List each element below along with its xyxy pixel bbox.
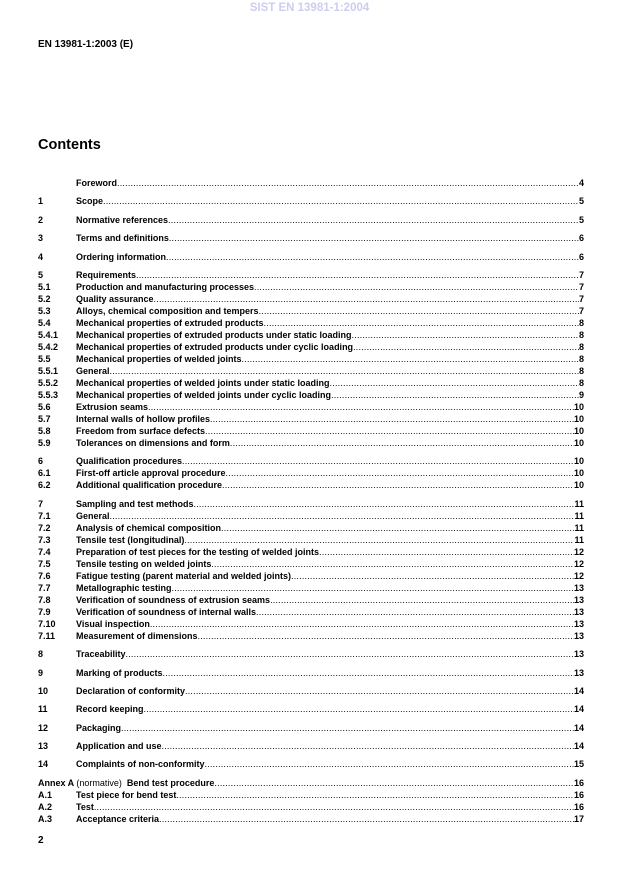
toc-entry-title: Verification of soundness of internal walls xyxy=(76,606,257,617)
toc-entry-title: Visual inspection xyxy=(76,618,150,629)
toc-entry[interactable] xyxy=(38,281,584,293)
toc-entry-number: 7.4 xyxy=(38,546,51,557)
annex-label: Annex A xyxy=(38,777,74,788)
toc-entry[interactable] xyxy=(38,251,584,263)
toc-entry-title: Analysis of chemical composition xyxy=(76,522,222,533)
toc-entry-title: Tolerances on dimensions and form xyxy=(76,437,230,448)
toc-entry-page: 8 xyxy=(578,365,584,376)
toc-entry-number: 6.1 xyxy=(38,468,51,479)
dot-leader xyxy=(198,630,574,642)
toc-entry-number: 6 xyxy=(38,456,44,467)
toc-entry-number: 6.2 xyxy=(38,480,51,491)
toc-entry-title: Mechanical properties of extruded products xyxy=(76,317,264,328)
toc-entry-page: 15 xyxy=(573,759,584,770)
toc-entry-page: 4 xyxy=(578,178,584,188)
toc-entry-title: Qualification procedures xyxy=(76,456,183,467)
toc-entry-page: 8 xyxy=(578,341,584,352)
toc-entry-page: 17 xyxy=(573,813,584,824)
dot-leader xyxy=(256,606,574,618)
toc-group xyxy=(38,777,584,825)
dot-leader xyxy=(264,317,579,329)
annex-title: Bend test procedure xyxy=(126,777,215,788)
toc-entry-page: 5 xyxy=(578,214,584,225)
toc-entry-number: 9 xyxy=(38,667,44,678)
toc-entry[interactable] xyxy=(38,534,584,546)
toc-entry-number: 5.5 xyxy=(38,353,51,364)
toc-entry-page: 13 xyxy=(573,618,584,629)
toc-entry-page: 16 xyxy=(573,777,584,788)
toc-entry-page: 8 xyxy=(578,329,584,340)
dot-leader xyxy=(194,498,575,510)
toc-entry-number: 5.6 xyxy=(38,401,51,412)
toc-entry[interactable] xyxy=(38,510,584,522)
toc-entry-page: 7 xyxy=(578,269,584,280)
toc-entry[interactable] xyxy=(38,365,584,377)
toc-entry-page: 6 xyxy=(578,251,584,262)
toc-entry[interactable] xyxy=(38,329,584,341)
dot-leader xyxy=(210,413,574,425)
toc-entry-number: 5.9 xyxy=(38,437,51,448)
toc-entry-number: 7.7 xyxy=(38,582,51,593)
toc-entry-number: 7.8 xyxy=(38,594,51,605)
toc-entry-number: 8 xyxy=(38,649,44,660)
toc-entry-title: Application and use xyxy=(76,741,162,752)
dot-leader xyxy=(121,722,574,734)
toc-entry-title: Record keeping xyxy=(76,704,144,715)
dot-leader xyxy=(162,740,574,752)
toc-entry-page: 6 xyxy=(578,233,584,244)
toc-entry[interactable] xyxy=(38,269,584,281)
dot-leader xyxy=(205,425,574,437)
toc-group xyxy=(38,498,584,642)
page-number: 2 xyxy=(38,835,44,846)
toc-entry-title: Ordering information xyxy=(76,251,166,262)
toc-entry[interactable] xyxy=(38,437,584,449)
toc-entry-number: 7 xyxy=(38,498,44,509)
toc-entry[interactable] xyxy=(38,177,584,189)
toc-entry[interactable] xyxy=(38,685,584,697)
toc-entry[interactable] xyxy=(38,195,584,207)
toc-entry[interactable] xyxy=(38,801,584,813)
dot-leader xyxy=(319,546,574,558)
toc-entry[interactable] xyxy=(38,377,584,389)
toc-entry[interactable] xyxy=(38,648,584,660)
toc-entry-page: 9 xyxy=(578,389,584,400)
toc-group xyxy=(38,269,584,449)
dot-leader xyxy=(270,594,574,606)
toc-group xyxy=(38,177,584,189)
toc-entry-page: 7 xyxy=(578,293,584,304)
toc-entry-title: Mechanical properties of extruded products under static loading xyxy=(76,329,352,340)
toc-entry[interactable] xyxy=(38,214,584,226)
toc-entry[interactable] xyxy=(38,467,584,479)
toc-entry-number: 1 xyxy=(38,196,44,207)
toc-entry-title: General xyxy=(76,510,110,521)
toc-entry-title: Acceptance criteria xyxy=(76,813,160,824)
toc-entry-title: First-off article approval procedure xyxy=(76,468,226,479)
toc-entry-page: 16 xyxy=(573,789,584,800)
toc-entry-number: 5.4.2 xyxy=(38,341,59,352)
toc-entry-number: 5.4 xyxy=(38,317,51,328)
toc-entry[interactable] xyxy=(38,758,584,770)
toc-entry-number: 5.7 xyxy=(38,413,51,424)
toc-entry-title: Declaration of conformity xyxy=(76,685,186,696)
toc-entry-title: Internal walls of hollow profiles xyxy=(76,413,211,424)
toc-entry-number: 5.5.2 xyxy=(38,377,59,388)
toc-entry-number: 5.3 xyxy=(38,305,51,316)
toc-entry-page: 14 xyxy=(573,741,584,752)
toc-entry-number: 5.2 xyxy=(38,293,51,304)
toc-entry[interactable] xyxy=(38,777,584,789)
toc-entry[interactable] xyxy=(38,558,584,570)
toc-entry-number: 10 xyxy=(38,685,49,696)
toc-entry-title: Complaints of non-conformity xyxy=(76,759,205,770)
toc-entry-page: 11 xyxy=(574,534,584,545)
dot-leader xyxy=(163,667,574,679)
toc-entry-title xyxy=(38,777,214,789)
toc-group xyxy=(38,685,584,697)
toc-entry[interactable] xyxy=(38,522,584,534)
dot-leader xyxy=(117,177,579,189)
toc-entry-title: Mechanical properties of extruded products under cyclic loading xyxy=(76,341,354,352)
toc-entry-number xyxy=(38,177,76,189)
document-header: EN 13981-1:2003 (E) xyxy=(38,39,134,50)
toc-entry-number: 7.11 xyxy=(38,630,56,641)
toc-entry-number: 13 xyxy=(38,741,49,752)
toc-entry-title: Extrusion seams xyxy=(76,401,149,412)
toc-entry[interactable] xyxy=(38,703,584,715)
toc-entry-page: 7 xyxy=(578,281,584,292)
toc-entry-page: 16 xyxy=(573,801,584,812)
toc-entry-title: Requirements xyxy=(76,269,137,280)
toc-entry-title: Measurement of dimensions xyxy=(76,630,198,641)
toc-entry-title: Additional qualification procedure xyxy=(76,480,223,491)
page-title: Contents xyxy=(38,137,101,153)
toc-entry-title: Test piece for bend test xyxy=(76,789,177,800)
dot-leader xyxy=(168,214,579,226)
dot-leader xyxy=(330,377,579,389)
watermark: SIST EN 13981-1:2004 xyxy=(249,2,370,14)
toc-entry-page: 10 xyxy=(573,480,584,491)
toc-entry-number: A.3 xyxy=(38,813,53,824)
dot-leader xyxy=(291,570,574,582)
toc-entry[interactable] xyxy=(38,389,584,401)
toc-entry[interactable] xyxy=(38,630,584,642)
toc-entry-title: Marking of products xyxy=(76,667,163,678)
toc-entry-page: 12 xyxy=(573,570,584,581)
toc-entry-number: 5 xyxy=(38,269,44,280)
toc-entry-title: Preparation of test pieces for the testing of welded joints xyxy=(76,546,320,557)
toc-entry-number: 4 xyxy=(38,251,44,262)
dot-leader xyxy=(226,467,574,479)
dot-leader xyxy=(184,534,574,546)
toc-entry-number: A.2 xyxy=(38,801,53,812)
dot-leader xyxy=(150,618,574,630)
dot-leader xyxy=(353,341,579,353)
toc-entry[interactable] xyxy=(38,618,584,630)
dot-leader xyxy=(159,813,574,825)
toc-entry-number: 3 xyxy=(38,233,44,244)
dot-leader xyxy=(185,685,574,697)
toc-entry-title: Foreword xyxy=(76,178,118,188)
toc-entry-title: Production and manufacturing processes xyxy=(76,281,255,292)
toc-entry-number: 5.8 xyxy=(38,425,51,436)
dot-leader xyxy=(103,195,579,207)
toc-entry-page: 13 xyxy=(573,649,584,660)
toc-entry-page: 11 xyxy=(574,498,584,509)
toc-group xyxy=(38,703,584,715)
toc-entry-page: 13 xyxy=(573,606,584,617)
dot-leader xyxy=(154,293,579,305)
toc-entry[interactable] xyxy=(38,606,584,618)
toc-entry-page: 10 xyxy=(573,437,584,448)
toc-entry-page: 11 xyxy=(574,510,584,521)
dot-leader xyxy=(169,232,579,244)
toc-entry-title: Scope xyxy=(76,196,104,207)
toc-entry-title: Alloys, chemical composition and tempers xyxy=(76,305,259,316)
toc-group xyxy=(38,722,584,734)
dot-leader xyxy=(176,789,574,801)
toc-entry-page: 12 xyxy=(573,558,584,569)
dot-leader xyxy=(331,389,579,401)
dot-leader xyxy=(144,703,574,715)
toc-entry-page: 13 xyxy=(573,594,584,605)
toc-entry-number: 7.10 xyxy=(38,618,56,629)
toc-entry[interactable] xyxy=(38,425,584,437)
toc-entry-title: Freedom from surface defects xyxy=(76,425,206,436)
dot-leader xyxy=(221,522,574,534)
toc-entry-number: 2 xyxy=(38,214,44,225)
toc-entry-number: 14 xyxy=(38,759,49,770)
toc-entry-number: 12 xyxy=(38,722,49,733)
toc-group xyxy=(38,648,584,660)
toc-entry[interactable] xyxy=(38,305,584,317)
toc-entry[interactable] xyxy=(38,546,584,558)
dot-leader xyxy=(230,437,574,449)
dot-leader xyxy=(352,329,579,341)
toc-entry-number: 5.1 xyxy=(38,281,51,292)
toc-entry-number: 7.3 xyxy=(38,534,51,545)
toc-entry-number: 5.5.3 xyxy=(38,389,59,400)
dot-leader xyxy=(254,281,579,293)
toc-entry-page: 12 xyxy=(573,546,584,557)
dot-leader xyxy=(214,777,574,789)
toc-entry-title: Test xyxy=(76,801,94,812)
dot-leader xyxy=(205,758,574,770)
toc-entry-title: Fatigue testing (parent material and welded joints) xyxy=(76,570,292,581)
toc-entry-title: Tensile testing on welded joints xyxy=(76,558,212,569)
toc-entry-number: 11 xyxy=(38,704,48,715)
toc-entry[interactable] xyxy=(38,813,584,825)
table-of-contents xyxy=(38,177,584,831)
dot-leader xyxy=(94,801,574,813)
dot-leader xyxy=(126,648,574,660)
toc-entry-page: 8 xyxy=(578,353,584,364)
toc-entry[interactable] xyxy=(38,353,584,365)
toc-entry-number: 7.5 xyxy=(38,558,51,569)
dot-leader xyxy=(110,365,579,377)
toc-entry-page: 10 xyxy=(573,425,584,436)
toc-entry-title: Mechanical properties of welded joints xyxy=(76,353,242,364)
toc-entry-title: Sampling and test methods xyxy=(76,498,194,509)
toc-entry[interactable] xyxy=(38,789,584,801)
toc-entry[interactable] xyxy=(38,479,584,491)
toc-group xyxy=(38,740,584,752)
toc-group xyxy=(38,758,584,770)
toc-group xyxy=(38,667,584,679)
annex-note: (normative) xyxy=(76,777,122,788)
dot-leader xyxy=(182,455,574,467)
toc-entry-number: A.1 xyxy=(38,789,53,800)
toc-entry-title: Quality assurance xyxy=(76,293,154,304)
dot-leader xyxy=(222,479,574,491)
toc-entry[interactable] xyxy=(38,582,584,594)
toc-entry-title: Terms and definitions xyxy=(76,233,169,244)
toc-entry-page: 13 xyxy=(573,630,584,641)
toc-entry-number: 7.6 xyxy=(38,570,51,581)
toc-entry-number: 7.9 xyxy=(38,606,51,617)
toc-entry[interactable] xyxy=(38,667,584,679)
toc-entry-number: 7.2 xyxy=(38,522,51,533)
toc-entry-page: 14 xyxy=(573,704,584,715)
toc-entry[interactable] xyxy=(38,317,584,329)
toc-entry-number: 7.1 xyxy=(38,510,51,521)
toc-entry[interactable] xyxy=(38,413,584,425)
dot-leader xyxy=(110,510,575,522)
toc-entry-page: 14 xyxy=(573,685,584,696)
toc-entry-title: Mechanical properties of welded joints under static loading xyxy=(76,377,330,388)
dot-leader xyxy=(172,582,574,594)
toc-entry[interactable] xyxy=(38,341,584,353)
toc-entry-page: 10 xyxy=(573,468,584,479)
toc-entry-page: 10 xyxy=(573,413,584,424)
toc-group xyxy=(38,232,584,244)
toc-entry-number: 5.4.1 xyxy=(38,329,59,340)
toc-entry-title: Traceability xyxy=(76,649,126,660)
toc-group xyxy=(38,455,584,491)
toc-entry[interactable] xyxy=(38,498,584,510)
toc-entry-page: 7 xyxy=(578,305,584,316)
dot-leader xyxy=(136,269,579,281)
toc-entry-page: 14 xyxy=(573,722,584,733)
toc-entry[interactable] xyxy=(38,232,584,244)
toc-entry-number: 5.5.1 xyxy=(38,365,59,376)
toc-entry-page: 10 xyxy=(573,456,584,467)
toc-entry-page: 13 xyxy=(573,582,584,593)
toc-entry-title: Tensile test (longitudinal) xyxy=(76,534,185,545)
toc-entry-page: 8 xyxy=(578,377,584,388)
toc-entry[interactable] xyxy=(38,570,584,582)
toc-entry[interactable] xyxy=(38,740,584,752)
dot-leader xyxy=(211,558,574,570)
toc-entry[interactable] xyxy=(38,401,584,413)
toc-entry-title: Mechanical properties of welded joints under cyclic loading xyxy=(76,389,332,400)
toc-entry-title: Packaging xyxy=(76,722,122,733)
toc-group xyxy=(38,251,584,263)
toc-entry[interactable] xyxy=(38,594,584,606)
toc-entry-page: 11 xyxy=(574,522,584,533)
toc-entry-page: 5 xyxy=(578,196,584,207)
toc-entry[interactable] xyxy=(38,293,584,305)
dot-leader xyxy=(166,251,579,263)
dot-leader xyxy=(242,353,579,365)
dot-leader xyxy=(259,305,579,317)
toc-entry-page: 13 xyxy=(573,667,584,678)
toc-entry-page: 10 xyxy=(573,401,584,412)
toc-entry-title: General xyxy=(76,365,110,376)
toc-entry[interactable] xyxy=(38,455,584,467)
toc-entry[interactable] xyxy=(38,722,584,734)
dot-leader xyxy=(148,401,574,413)
toc-entry-title: Verification of soundness of extrusion seams xyxy=(76,594,271,605)
toc-entry-page: 8 xyxy=(578,317,584,328)
toc-group xyxy=(38,214,584,226)
toc-entry-title: Normative references xyxy=(76,214,169,225)
toc-entry-title: Metallographic testing xyxy=(76,582,172,593)
toc-group xyxy=(38,195,584,207)
